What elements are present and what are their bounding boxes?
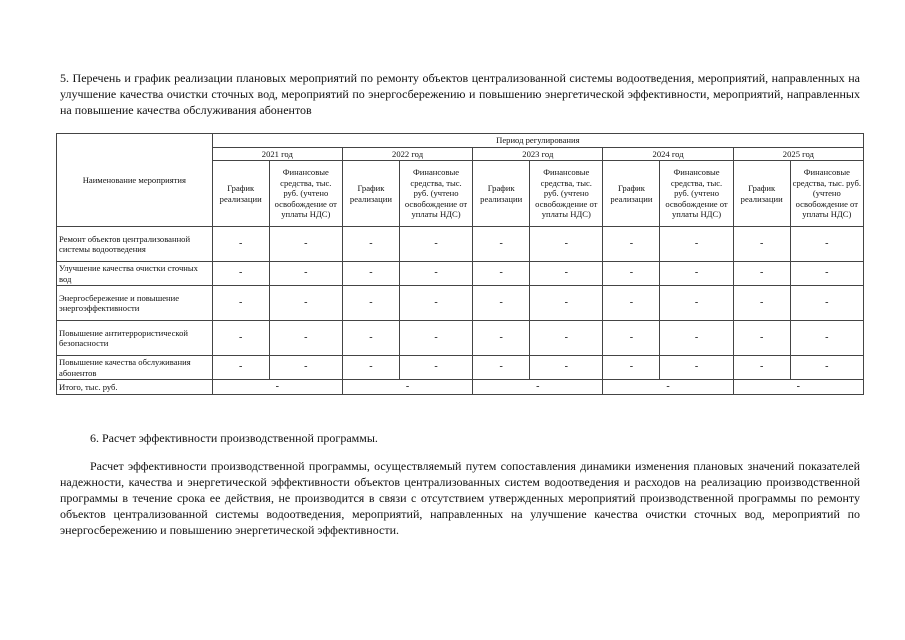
year-header: 2021 год bbox=[212, 148, 342, 161]
total-label: Итого, тыс. руб. bbox=[57, 380, 213, 395]
schedule-subheader: График реализации bbox=[342, 161, 399, 227]
table-cell: - bbox=[733, 321, 790, 356]
table-cell: - bbox=[399, 262, 472, 286]
table-cell: - bbox=[342, 356, 399, 380]
table-cell: - bbox=[212, 356, 269, 380]
table-cell: - bbox=[212, 227, 269, 262]
table-cell: - bbox=[603, 356, 660, 380]
total-cell: - bbox=[473, 380, 603, 395]
table-cell: - bbox=[603, 321, 660, 356]
table-cell: - bbox=[342, 262, 399, 286]
table-cell: - bbox=[269, 286, 342, 321]
schedule-subheader: График реализации bbox=[473, 161, 530, 227]
finance-subheader: Финансовые средства, тыс. руб. (учтено освобождение от уплаты НДС) bbox=[269, 161, 342, 227]
table-cell: - bbox=[733, 356, 790, 380]
table-cell: - bbox=[790, 262, 863, 286]
table-cell: - bbox=[530, 227, 603, 262]
table-cell: - bbox=[790, 286, 863, 321]
table-cell: - bbox=[603, 227, 660, 262]
table-cell: - bbox=[212, 262, 269, 286]
year-header: 2023 год bbox=[473, 148, 603, 161]
table-cell: - bbox=[399, 286, 472, 321]
schedule-subheader: График реализации bbox=[212, 161, 269, 227]
finance-subheader: Финансовые средства, тыс. руб. (учтено освобождение от уплаты НДС) bbox=[399, 161, 472, 227]
table-row bbox=[57, 321, 864, 356]
row-name: Повышение антитеррористической безопасности bbox=[57, 321, 213, 356]
table-cell: - bbox=[473, 227, 530, 262]
table-cell: - bbox=[342, 321, 399, 356]
table-cell: - bbox=[269, 321, 342, 356]
table-cell: - bbox=[269, 262, 342, 286]
row-name: Ремонт объектов централизованной системы водоотведения bbox=[57, 227, 213, 262]
row-name: Энергосбережение и повышение энергоэффективности bbox=[57, 286, 213, 321]
table-row bbox=[57, 356, 864, 380]
table-cell: - bbox=[530, 356, 603, 380]
table-cell: - bbox=[473, 321, 530, 356]
table-cell: - bbox=[473, 356, 530, 380]
plan-table bbox=[56, 133, 864, 395]
table-cell: - bbox=[212, 286, 269, 321]
finance-subheader: Финансовые средства, тыс. руб. (учтено освобождение от уплаты НДС) bbox=[660, 161, 733, 227]
table-cell: - bbox=[473, 286, 530, 321]
section-6-heading: 6. Расчет эффективности производственной программы. bbox=[90, 431, 378, 445]
table-cell: - bbox=[530, 262, 603, 286]
section-5-heading: 5. Перечень и график реализации плановых мероприятий по ремонту объектов централизованной системы водоотведения, мероприятий, направленных на улучшение качества очистки сточных вод, мероприятий по энергосбережению и повышению энергетической эффективности, мероприятий, направленных на повышение качества обслуживания абонентов bbox=[60, 71, 860, 117]
year-header: 2025 год bbox=[733, 148, 863, 161]
table-cell: - bbox=[733, 227, 790, 262]
total-cell: - bbox=[733, 380, 863, 395]
table-cell: - bbox=[269, 227, 342, 262]
table-cell: - bbox=[530, 321, 603, 356]
table-cell: - bbox=[660, 262, 733, 286]
table-cell: - bbox=[660, 321, 733, 356]
table-cell: - bbox=[530, 286, 603, 321]
year-header: 2024 год bbox=[603, 148, 733, 161]
table-cell: - bbox=[603, 262, 660, 286]
total-cell: - bbox=[342, 380, 472, 395]
table-cell: - bbox=[790, 321, 863, 356]
year-header: 2022 год bbox=[342, 148, 472, 161]
table-cell: - bbox=[212, 321, 269, 356]
table-cell: - bbox=[733, 262, 790, 286]
table-row bbox=[57, 286, 864, 321]
table-cell: - bbox=[660, 356, 733, 380]
name-column-header: Наименование мероприятия bbox=[57, 134, 213, 227]
row-name: Повышение качества обслуживания абонентов bbox=[57, 356, 213, 380]
finance-subheader: Финансовые средства, тыс. руб. (учтено освобождение от уплаты НДС) bbox=[530, 161, 603, 227]
table-cell: - bbox=[660, 227, 733, 262]
finance-subheader: Финансовые средства, тыс. руб. (учтено освобождение от уплаты НДС) bbox=[790, 161, 863, 227]
table-cell: - bbox=[733, 286, 790, 321]
table-cell: - bbox=[342, 227, 399, 262]
table-cell: - bbox=[790, 356, 863, 380]
table-cell: - bbox=[399, 321, 472, 356]
table-cell: - bbox=[660, 286, 733, 321]
schedule-subheader: График реализации bbox=[603, 161, 660, 227]
table-row bbox=[57, 262, 864, 286]
table-cell: - bbox=[603, 286, 660, 321]
table-cell: - bbox=[342, 286, 399, 321]
table-cell: - bbox=[399, 227, 472, 262]
table-row bbox=[57, 227, 864, 262]
table-cell: - bbox=[399, 356, 472, 380]
table-cell: - bbox=[790, 227, 863, 262]
total-cell: - bbox=[212, 380, 342, 395]
total-row bbox=[57, 380, 864, 395]
row-name: Улучшение качества очистки сточных вод bbox=[57, 262, 213, 286]
table-cell: - bbox=[269, 356, 342, 380]
total-cell: - bbox=[603, 380, 733, 395]
section-6-paragraph: Расчет эффективности производственной программы, осуществляемый путем сопоставления динамики изменения плановых значений показателей надежности, качества и энергетической эффективности объектов централизованных систем водоотведения и расходов на реализацию производственной программы в течение срока ее действия, не производится в связи с отсутствием утвержденных мероприятий производственной программы по ремонту объектов централизованной системы водоотведения, мероприятий, направленных на улучшение качества очистки сточных вод, мероприятий по энергосбережению и повышению энергетической эффективности. bbox=[60, 459, 860, 537]
table-cell: - bbox=[473, 262, 530, 286]
period-header: Период регулирования bbox=[212, 134, 863, 148]
schedule-subheader: График реализации bbox=[733, 161, 790, 227]
